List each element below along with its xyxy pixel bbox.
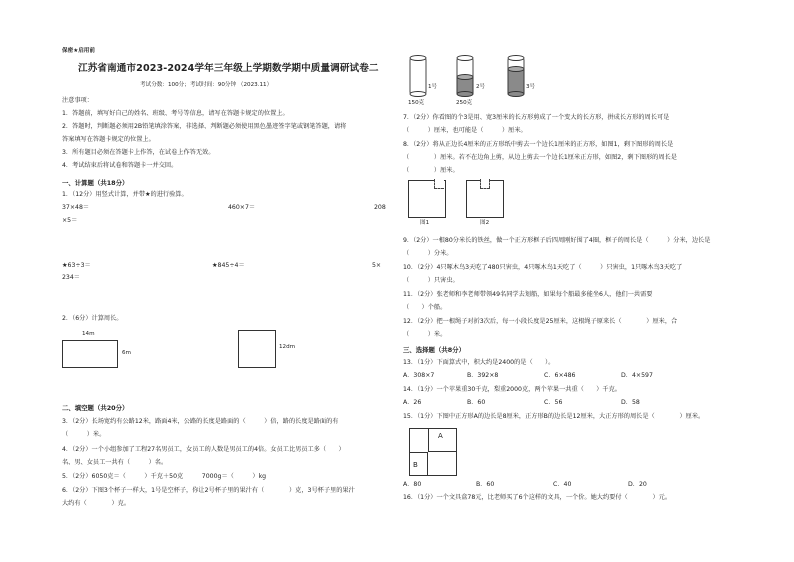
option: C．40 <box>553 481 572 488</box>
option: D．4×597 <box>621 372 653 379</box>
right-line: 8．（2分）将从正边长4厘米的正方形纸中剪去一个边长1厘米的正方形，如图1，剩下图形的周长是 <box>403 141 674 148</box>
option: D．58 <box>621 399 640 406</box>
confidential-mark: 保密★启用前 <box>62 48 95 54</box>
fill-line: 大约有（ ）克。 <box>62 500 131 507</box>
option: A．26 <box>403 399 422 406</box>
right-line: 10．（2分）4只啄木鸟3天吃了480只害虫，4只啄木鸟1天吃了（ ）只害虫，1只啄木鸟3天吃了 <box>403 264 683 271</box>
note-line: 4．考试结束后将试卷和答题卡一并交回。 <box>62 162 178 169</box>
option: B．392×8 <box>467 372 499 379</box>
note-line: 3．所有题目必须在答题卡上作答，在试卷上作答无效。 <box>62 149 215 156</box>
exam-subtitle: 考试分数：100分；考试时间：90分钟 （2023.11） <box>140 82 273 88</box>
question-15: 15．（1分）下图中正方形A的边长是8厘米，正方形B的边长是12厘米，大正方形的周长是（ ）厘米。 <box>403 413 705 420</box>
cup-weight: 250克 <box>456 100 473 106</box>
option: A．80 <box>403 481 422 488</box>
option: D．20 <box>628 481 647 488</box>
note-line: 1．答题前，填写好自己的姓名、班级、考号等信息，请写在答题卡规定的位置上。 <box>62 110 289 117</box>
cup-label: 3号 <box>526 84 536 90</box>
right-line: （ ）分米。 <box>403 250 453 257</box>
figure-1-cut <box>434 179 444 189</box>
fill-line: 3．（2分）长场宽约有公路12米，路面4米，公路的长度是路面的（ ）倍，路的长度是路面的有 <box>62 418 339 425</box>
calc-item: 460×7＝ <box>228 204 256 211</box>
exam-title: 江苏省南通市2023-2024学年三年级上学期数学期中质量调研试卷二 <box>78 63 379 74</box>
cup-label: 2号 <box>476 84 486 90</box>
section-heading-calc: 一、计算题（共18分） <box>62 179 129 187</box>
figure-2-cut <box>480 179 490 189</box>
calc-item: ×5＝ <box>62 217 78 224</box>
notes-heading: 注意事项： <box>62 97 93 104</box>
cup-label: 1号 <box>428 84 438 90</box>
fill-line: 名、男、女员工一共有（ ）名。 <box>62 459 168 466</box>
right-line: 12．（2分）把一根绳子对折3次后，每一小段长度是25厘米，这根绳子原来长（ ）厘米，合 <box>403 318 678 325</box>
option: B．60 <box>476 481 495 488</box>
square-side-label: 12dm <box>279 344 296 350</box>
option: B．60 <box>467 399 486 406</box>
right-line: （ ）厘米，也可能是（ ）厘米。 <box>403 127 527 134</box>
rect-top-label: 14m <box>82 331 95 337</box>
right-line: （ ）只害虫。 <box>403 277 459 284</box>
calc-item: ★845÷4＝ <box>212 262 245 269</box>
grid-label-a: A <box>438 432 443 440</box>
right-line: （ ）厘米。若不在边角上剪，从边上剪去一个边长1厘米正方形，如图2，剩下图形的周长是 <box>403 154 677 161</box>
rect-side-label: 6m <box>122 350 132 356</box>
fill-line: 6．（2分）下图3个杯子一样大，1号是空杯子，你让2号杯子里的果汁有（ ）克，3号杯子里的果汁 <box>62 487 355 494</box>
figure-label: 图2 <box>480 220 490 226</box>
grid-cell-b <box>409 452 428 476</box>
calc-item: 234＝ <box>62 274 80 281</box>
right-line: （ ）个船。 <box>403 304 447 311</box>
question-1: 1．（12分）用竖式计算，并带★的进行验算。 <box>62 191 188 198</box>
question-14: 14．（1分）一个苹果重30千克，梨重2000克，两个苹果一共重（ ）千克。 <box>403 386 621 393</box>
note-line: 2．答题时，判断题必须用2B铅笔填涂答案，非选择、判断题必须使用黑色墨迹签字笔或钢笔答题，请将 <box>62 123 347 130</box>
figure-label: 图1 <box>420 220 430 226</box>
calc-item: 37×48＝ <box>62 204 90 211</box>
option: A．308×7 <box>403 372 435 379</box>
option: C．6×486 <box>544 372 576 379</box>
right-line: （ ）厘米。 <box>403 167 459 174</box>
note-line: 答案填写在答题卡规定的位置上。 <box>62 136 155 143</box>
right-line: （ ）米。 <box>403 331 447 338</box>
section-heading-fill: 二、填空题（共20分） <box>62 404 129 412</box>
right-line: 7．（2分）你看图的个3是用、宽3厘米的长方形剪成了一个变大的长方形，拼成长方形的周长可是 <box>403 114 670 121</box>
section-heading-choice: 三、选择题（共8分） <box>403 346 465 354</box>
option: C．56 <box>544 399 563 406</box>
fill-line: 5．（2分）6050克＝（ ）千克＋50克 7000g＝（ ）kg <box>62 473 267 480</box>
right-line: 11．（2分）张老师和李老师带领49名同学去划船，如果每个船最多能坐6人，他们一共需要 <box>403 291 653 298</box>
question-16: 16．（1分）一个文具盒78元，比老师买了6个这样的文具，一个价。她大约要付（ ）元。 <box>403 494 672 501</box>
calc-item: 5× <box>372 262 382 269</box>
fill-line: 4．（2分）一个小组参加了工程27名男员工，女员工的人数是男员工的4倍。女员工比男员工多（ ） <box>62 446 345 453</box>
question-2: 2．（6分）计算周长。 <box>62 315 123 322</box>
right-line: 9．（2分）一根80分米长的铁丝，做一个正方形框子后四周刚好围了4圈，框子的周长是（ ）分米，边长是 <box>403 237 711 244</box>
calc-item: ★63÷3＝ <box>62 262 91 269</box>
cup-weight: 150克 <box>408 100 425 106</box>
calc-item: 208 <box>374 204 386 211</box>
question-13: 13．（1分）下面算式中，积大约是2400的是（ ）。 <box>403 359 555 366</box>
fill-line: （ ）米。 <box>62 431 106 438</box>
grid-label-b: B <box>413 461 418 469</box>
